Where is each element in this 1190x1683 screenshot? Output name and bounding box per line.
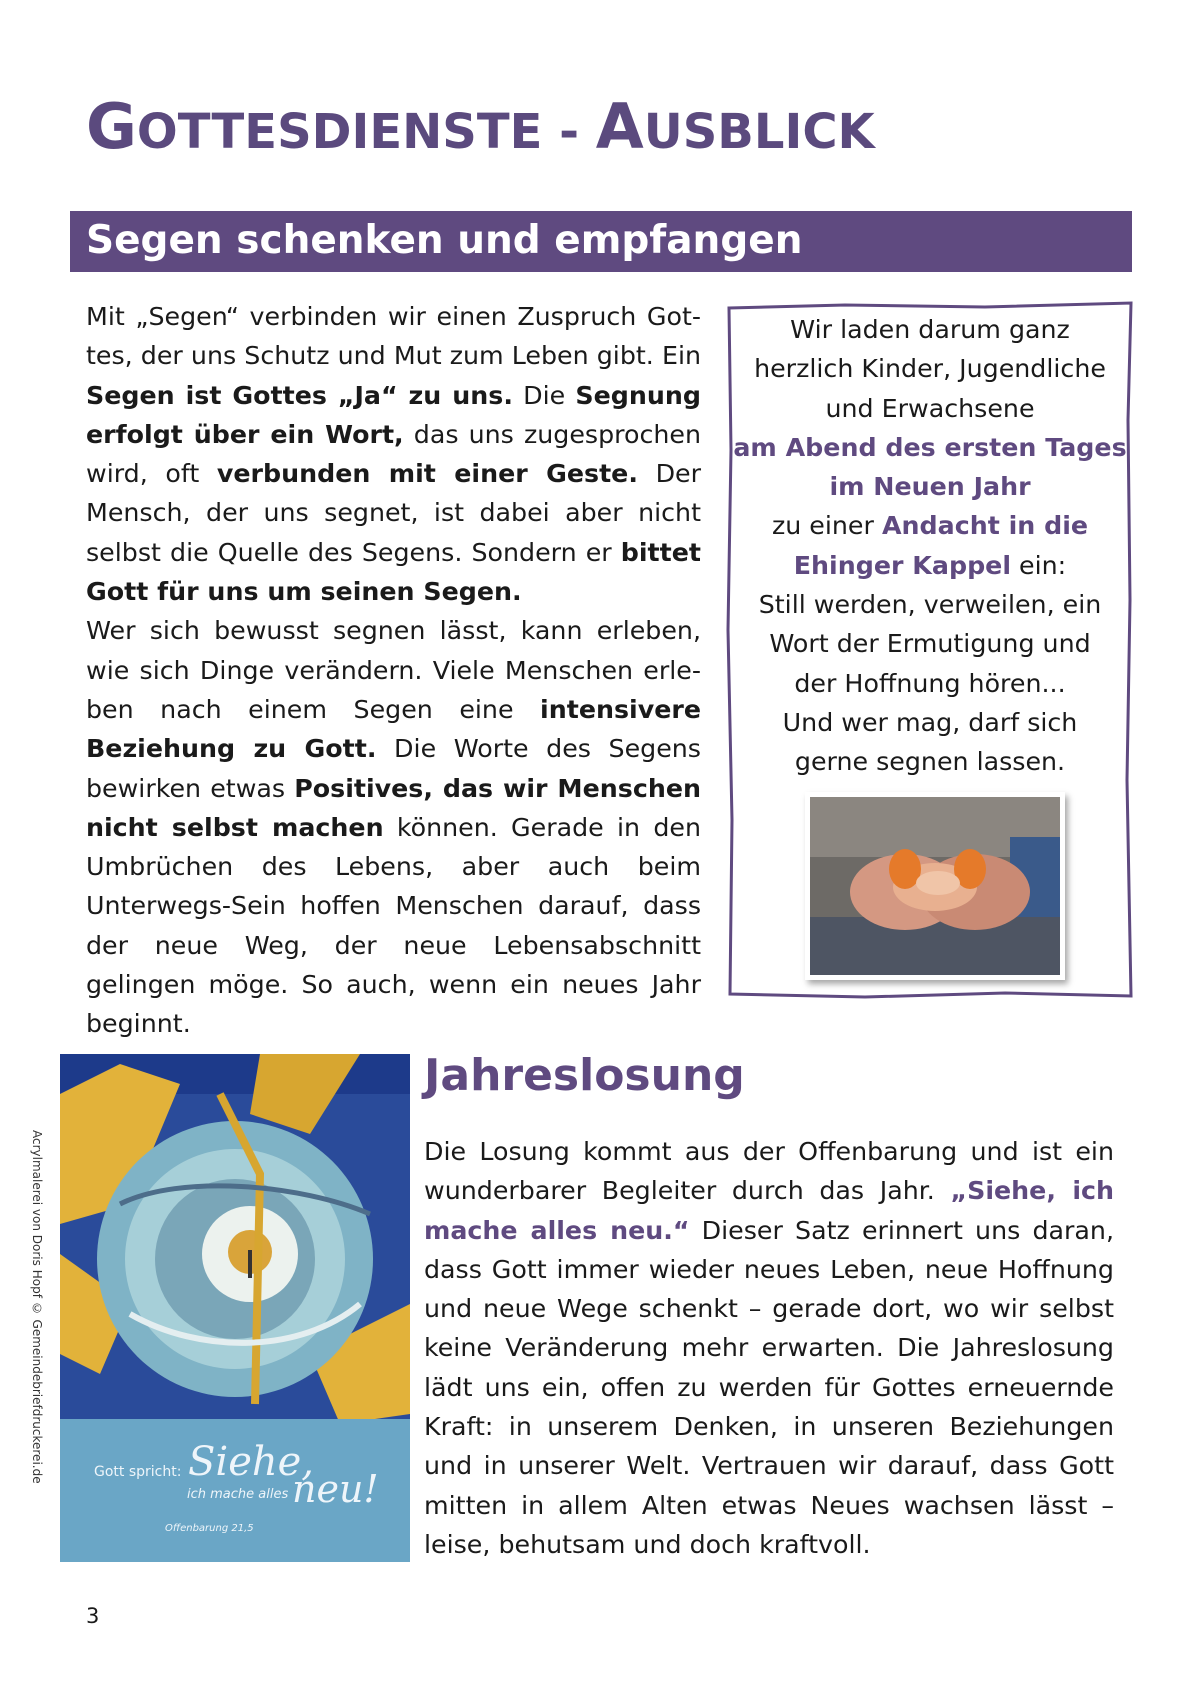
segen-article [86,297,701,1044]
section-heading: Segen schenken und empfangen [86,218,803,263]
section-banner [70,211,1132,272]
jahreslosung-text: Die Losung kommt aus der Offenbarung und ist ein wunderbarer Begleiter durch das Jahr. „Siehe, ich mache alles neu.“ Dieser Satz erinnert uns daran, dass Gott immer wieder neues Leben, neue Hoffnung und neue Wege schenkt – gerade dort, wo wir selbst keine Veränderung mehr erwarten. Die Jahreslosung lädt uns ein, offen zu werden für Gottes erneuernde Kraft: in unserem Denken, in unseren Beziehungen und in unserer Welt. Vertrauen wir darauf, dass Gott mitten in allem Alten etwas Neues wachsen lässt – leise, behutsam und doch kraftvoll. [424,1137,1114,1559]
painting-caption: Gott spricht: Siehe, ich mache alles neu! Offenbarung 21,5 [94,1439,379,1534]
painting-credit: Acrylmalerei von Doris Hopf © Gemeindebriefdruckerei.de [30,1130,44,1484]
hands-image [810,797,1060,975]
segen-paragraph-2: Wer sich bewusst segnen lässt, kann erleben, wie sich Dinge verändern. Viele Menschen erleben nach einem Segen eine intensivere Beziehung zu Gott. Die Worte des Segens bewirken etwas Positives, das wir Menschen nicht selbst machen können. Gerade in den Umbrüchen des Lebens, aber auch beim Unterwegs-Sein hoffen Menschen darauf, dass der neue Weg, der neue Lebensabschnitt gelingen möge. So auch, wenn ein neues Jahr beginnt. [86,616,701,1039]
segen-paragraph-1: Mit „Segen“ verbinden wir einen Zuspruch Gottes, der uns Schutz und Mut zum Leben gibt. Ein Segen ist Gottes „Ja“ zu uns. Die Segnung erfolgt über ein Wort, das uns zugesprochen wird, oft verbunden mit einer Geste. Der Mensch, der uns segnet, ist dabei aber nicht selbst die Quelle des Segens. Sondern er bittet Gott für uns um seinen Segen. [86,302,702,607]
page-title: GOTTESDIENSTE - AUSBLICK [86,90,875,163]
page-number: 3 [86,1604,100,1628]
invitation-text: Wir laden darum ganz herzlich Kinder, Jugendliche und Erwachsene am Abend des ersten Tages im Neuen Jahr zu einer Andacht in die Ehinger Kappel ein: Still werden, verweilen, ein Wort der Ermutigung und der Hoffnung hören... Und wer mag, darf sich gerne segnen lassen. [733,315,1127,777]
jahreslosung-painting [60,1054,410,1562]
cupped-hands-photo [805,792,1065,980]
jahreslosung-heading: Jahreslosung [424,1050,745,1101]
